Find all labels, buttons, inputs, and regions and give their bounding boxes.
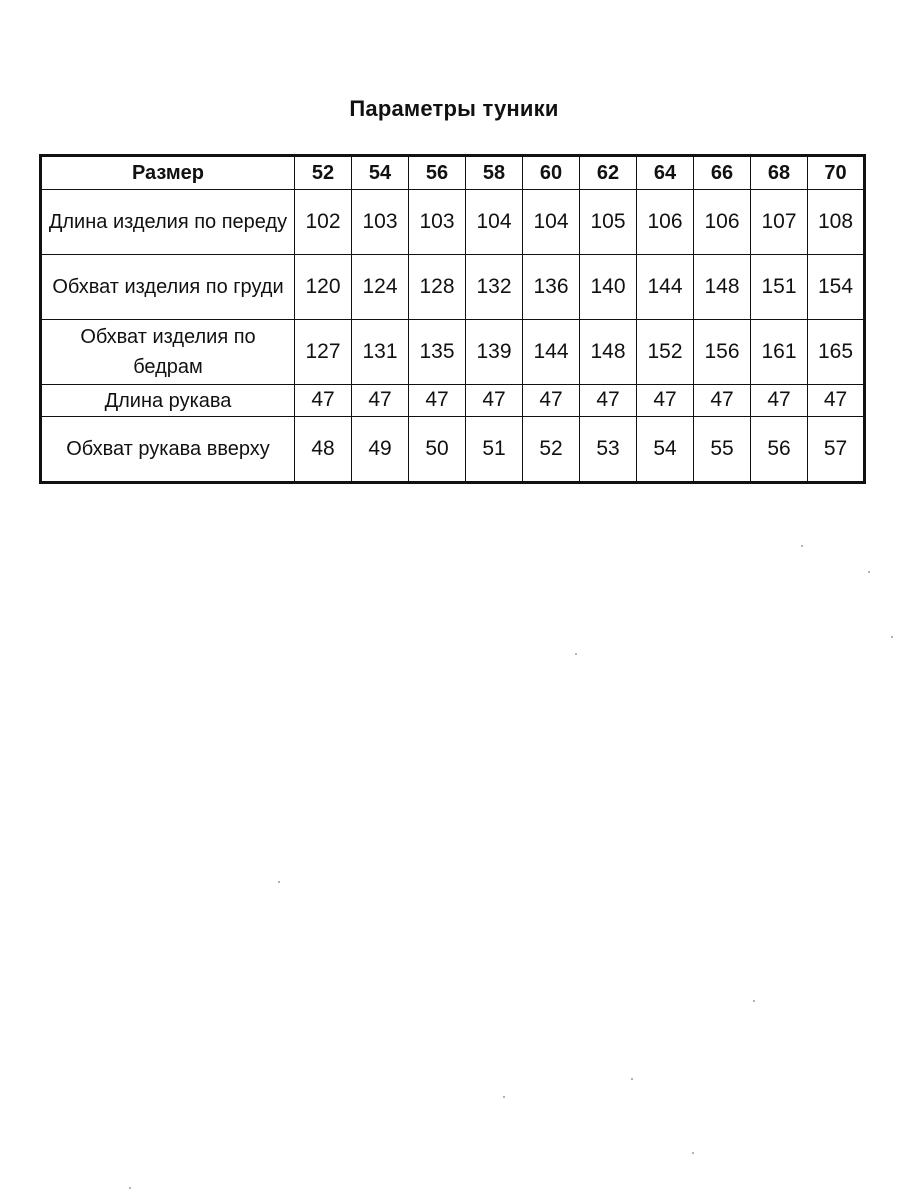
value-cell: 104 xyxy=(466,190,523,255)
value-cell: 131 xyxy=(352,320,409,385)
size-header-cell: 54 xyxy=(352,156,409,190)
value-cell: 156 xyxy=(694,320,751,385)
table-row xyxy=(41,417,865,483)
value-cell: 106 xyxy=(694,190,751,255)
size-header-cell: 56 xyxy=(409,156,466,190)
row-label-cell: Длина изделия по переду xyxy=(41,190,295,255)
value-cell: 50 xyxy=(409,417,466,483)
scan-speck xyxy=(753,1000,755,1002)
value-cell: 47 xyxy=(808,385,865,417)
value-cell: 152 xyxy=(637,320,694,385)
value-cell: 108 xyxy=(808,190,865,255)
size-header-cell: 64 xyxy=(637,156,694,190)
value-cell: 139 xyxy=(466,320,523,385)
value-cell: 151 xyxy=(751,255,808,320)
value-cell: 165 xyxy=(808,320,865,385)
value-cell: 54 xyxy=(637,417,694,483)
value-cell: 47 xyxy=(409,385,466,417)
value-cell: 127 xyxy=(295,320,352,385)
value-cell: 49 xyxy=(352,417,409,483)
scan-speck xyxy=(278,881,280,883)
value-cell: 56 xyxy=(751,417,808,483)
scan-speck xyxy=(575,653,577,655)
value-cell: 124 xyxy=(352,255,409,320)
value-cell: 55 xyxy=(694,417,751,483)
size-table xyxy=(39,154,866,484)
size-header-cell: 58 xyxy=(466,156,523,190)
value-cell: 161 xyxy=(751,320,808,385)
value-cell: 144 xyxy=(637,255,694,320)
value-cell: 128 xyxy=(409,255,466,320)
row-label-cell: Обхват изделия по груди xyxy=(41,255,295,320)
value-cell: 107 xyxy=(751,190,808,255)
value-cell: 140 xyxy=(580,255,637,320)
page-title: Параметры туники xyxy=(349,96,559,121)
table-row xyxy=(41,320,865,385)
value-cell: 47 xyxy=(523,385,580,417)
header-label-cell: Размер xyxy=(41,156,295,190)
size-header-cell: 60 xyxy=(523,156,580,190)
value-cell: 102 xyxy=(295,190,352,255)
value-cell: 57 xyxy=(808,417,865,483)
scan-speck xyxy=(868,571,870,573)
scan-speck xyxy=(692,1152,694,1154)
value-cell: 103 xyxy=(352,190,409,255)
value-cell: 47 xyxy=(466,385,523,417)
table-header-row xyxy=(41,156,865,190)
value-cell: 136 xyxy=(523,255,580,320)
scan-speck xyxy=(503,1096,505,1098)
value-cell: 106 xyxy=(637,190,694,255)
value-cell: 120 xyxy=(295,255,352,320)
scan-speck xyxy=(801,545,803,547)
value-cell: 105 xyxy=(580,190,637,255)
size-header-cell: 66 xyxy=(694,156,751,190)
table-row xyxy=(41,385,865,417)
value-cell: 53 xyxy=(580,417,637,483)
value-cell: 47 xyxy=(637,385,694,417)
value-cell: 51 xyxy=(466,417,523,483)
size-header-cell: 70 xyxy=(808,156,865,190)
scan-speck xyxy=(631,1078,633,1080)
row-label-cell: Обхват изделия по бедрам xyxy=(41,320,295,385)
row-label-cell: Длина рукава xyxy=(41,385,295,417)
scan-speck xyxy=(129,1187,131,1189)
size-header-cell: 68 xyxy=(751,156,808,190)
size-header-cell: 62 xyxy=(580,156,637,190)
value-cell: 48 xyxy=(295,417,352,483)
value-cell: 135 xyxy=(409,320,466,385)
table-row xyxy=(41,190,865,255)
value-cell: 154 xyxy=(808,255,865,320)
value-cell: 47 xyxy=(751,385,808,417)
value-cell: 52 xyxy=(523,417,580,483)
table-row xyxy=(41,255,865,320)
value-cell: 47 xyxy=(580,385,637,417)
value-cell: 103 xyxy=(409,190,466,255)
value-cell: 47 xyxy=(295,385,352,417)
scan-speck xyxy=(891,636,893,638)
value-cell: 104 xyxy=(523,190,580,255)
value-cell: 148 xyxy=(694,255,751,320)
row-label-cell: Обхват рукава вверху xyxy=(41,417,295,483)
value-cell: 47 xyxy=(352,385,409,417)
value-cell: 144 xyxy=(523,320,580,385)
size-header-cell: 52 xyxy=(295,156,352,190)
value-cell: 148 xyxy=(580,320,637,385)
value-cell: 47 xyxy=(694,385,751,417)
value-cell: 132 xyxy=(466,255,523,320)
